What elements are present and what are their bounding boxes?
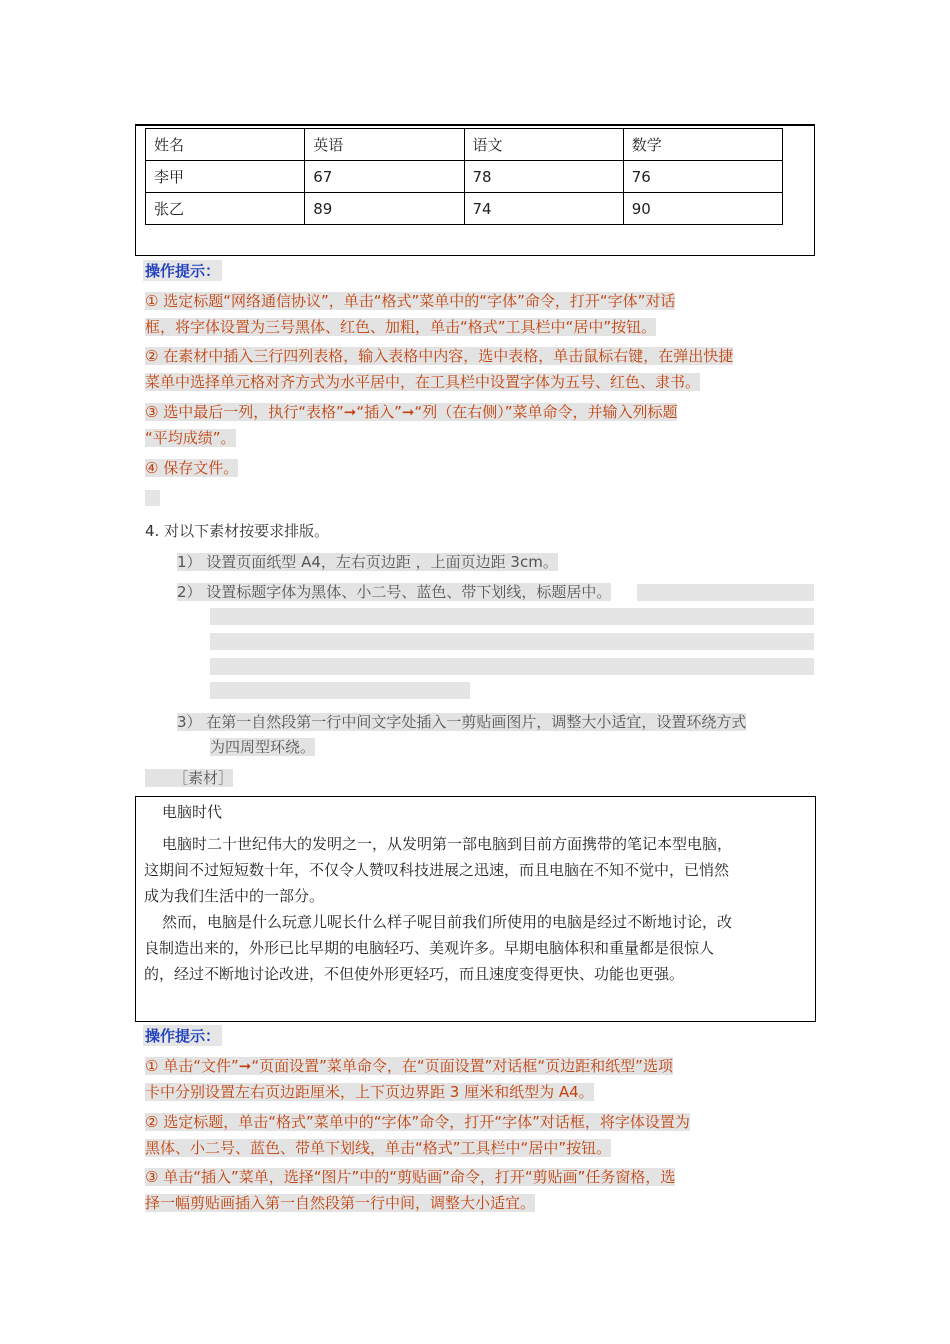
hint-item bbox=[145, 1053, 673, 1105]
hint-item bbox=[145, 343, 733, 395]
hint-line: 黑体、小二号、蓝色、带单下划线，单击“格式”工具栏中“居中”按钮。 bbox=[145, 1139, 612, 1157]
requirement-item-cont: 为四周型环绕。 bbox=[210, 738, 316, 756]
placeholder-block bbox=[145, 490, 160, 506]
hint-item bbox=[145, 455, 238, 481]
requirement-item: 3） 在第一自然段第一行中间文字处插入一剪贴画图片，调整大小适宜，设置环绕方式 bbox=[177, 713, 747, 731]
hint-line: ① 选定标题“网络通信协议”，单击“格式”菜单中的“字体”命令，打开“字体”对话 bbox=[145, 292, 676, 310]
gray-fill bbox=[210, 608, 814, 625]
hint-item bbox=[145, 1164, 675, 1216]
hint-line: “平均成绩”。 bbox=[145, 429, 236, 447]
hint-item bbox=[145, 399, 677, 451]
table-row bbox=[146, 161, 783, 193]
hint-line: ③ 单击“插入”菜单，选择“图片”中的“剪贴画”命令，打开“剪贴画”任务窗格，选 bbox=[145, 1168, 676, 1186]
hint-line: ② 选定标题，单击“格式”菜单中的“字体”命令，打开“字体”对话框，将字体设置为 bbox=[145, 1113, 690, 1131]
hint-line: 框，将字体设置为三号黑体、红色、加粗，单击“格式”工具栏中“居中”按钮。 bbox=[145, 318, 657, 336]
hint-line: ② 在素材中插入三行四列表格，输入表格中内容，选中表格，单击鼠标右键，在弹出快捷 bbox=[145, 347, 734, 365]
hint-line: ④ 保存文件。 bbox=[145, 459, 239, 477]
gray-fill bbox=[637, 584, 814, 601]
table-container bbox=[135, 124, 815, 256]
table-row bbox=[146, 193, 783, 225]
gray-fill bbox=[210, 682, 470, 699]
material-paragraph: 然而，电脑是什么玩意儿呢长什么样子呢目前我们所使用的电脑是经过不断地讨论，改 良制造出来的，外形已比早期的电脑轻巧、美观许多。早期电脑体积和重量都是很惊人 的，经过不断地讨论改进，不但使外形更轻巧，而且速度变得更快、功能也更强。 bbox=[144, 913, 733, 983]
table-cell: 张乙 bbox=[146, 193, 305, 225]
table-cell: 李甲 bbox=[146, 161, 305, 193]
hint-line: 择一幅剪贴画插入第一自然段第一行中间，调整大小适宜。 bbox=[145, 1194, 536, 1212]
table-row bbox=[146, 129, 783, 161]
score-table bbox=[145, 128, 783, 225]
requirement-item: 2） 设置标题字体为黑体、小二号、蓝色、带下划线，标题居中。 bbox=[177, 583, 612, 601]
hint-line: 卡中分别设置左右页边距厘米，上下页边界距 3 厘米和纸型为 A4。 bbox=[145, 1083, 594, 1101]
table-cell: 78 bbox=[464, 161, 623, 193]
hint-line: 菜单中选择单元格对齐方式为水平居中，在工具栏中设置字体为五号、红色、隶书。 bbox=[145, 373, 701, 391]
hint-item bbox=[145, 1109, 690, 1161]
hint-line: ③ 选中最后一列，执行“表格”➞“插入”➞“列（在右侧）”菜单命令，并输入列标题 bbox=[145, 403, 678, 421]
table-cell: 67 bbox=[305, 161, 464, 193]
hint-line: ① 单击“文件”➞“页面设置”菜单命令，在“页面设置”对话框“页边距和纸型”选项 bbox=[145, 1057, 673, 1075]
question-heading: 4. 对以下素材按要求排版。 bbox=[145, 522, 330, 540]
hint-title: 操作提示： bbox=[145, 262, 221, 280]
table-cell: 89 bbox=[305, 193, 464, 225]
table-cell: 76 bbox=[623, 161, 782, 193]
table-cell: 90 bbox=[623, 193, 782, 225]
table-cell: 74 bbox=[464, 193, 623, 225]
hint-item bbox=[145, 288, 675, 340]
hint-title: 操作提示： bbox=[145, 1027, 221, 1045]
material-title: 电脑时代 bbox=[162, 803, 223, 821]
material-paragraph: 电脑时二十世纪伟大的发明之一，从发明第一部电脑到目前方面携带的笔记本型电脑， 这期间不过短短数十年，不仅令人赞叹科技进展之迅速，而且电脑在不知不觉中，已悄然 成为我们生活中的一部分。 bbox=[144, 835, 733, 905]
gray-fill bbox=[210, 658, 814, 675]
material-box bbox=[135, 796, 816, 1022]
requirement-item: 1） 设置页面纸型 A4，左右页边距 ，上面页边距 3cm。 bbox=[177, 553, 558, 571]
table-cell: 英语 bbox=[305, 129, 464, 161]
table-cell: 数学 bbox=[623, 129, 782, 161]
material-label: ［素材］ bbox=[145, 765, 233, 791]
table-cell: 语文 bbox=[464, 129, 623, 161]
table-cell: 姓名 bbox=[146, 129, 305, 161]
gray-fill bbox=[210, 633, 814, 650]
